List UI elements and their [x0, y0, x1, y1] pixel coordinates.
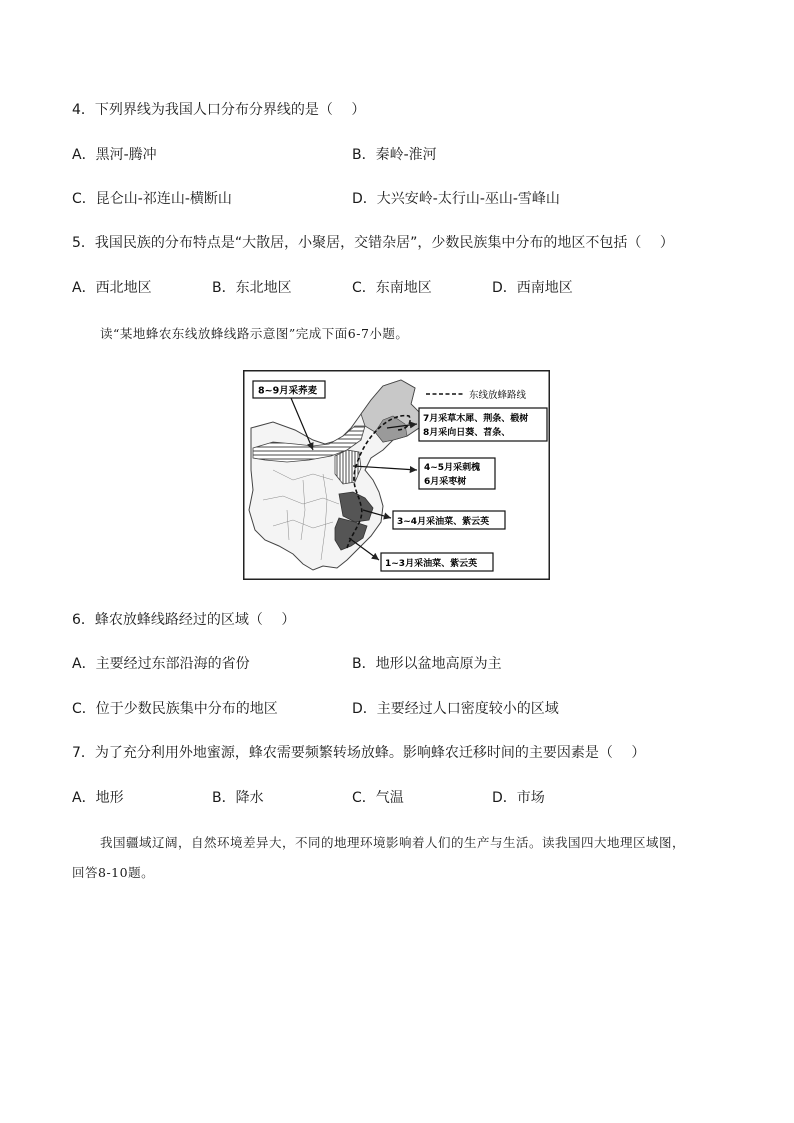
intro-questions-8-10-line1: 我国疆域辽阔，自然环境差异大，不同的地理环境影响着人们的生产与生活。读我国四大地理区域图， [100, 835, 686, 850]
label-mar-apr: 3~4月采油菜、紫云英 [397, 517, 490, 527]
question-6-stem: 6．蜂农放蜂线路经过的区域（ ） [72, 612, 296, 628]
question-6-option-b[interactable]: B．地形以盆地高原为主 [352, 656, 502, 672]
legend-label: 东线放蜂路线 [469, 390, 527, 401]
question-6-option-c[interactable]: C．位于少数民族集中分布的地区 [72, 701, 278, 717]
intro-questions-8-10-line2: 回答8-10题。 [72, 865, 155, 880]
label-apr-may: 4~5月采刺槐 [424, 463, 481, 473]
question-5-option-d[interactable]: D．西南地区 [492, 280, 573, 296]
bee-route-map [243, 370, 550, 580]
question-4-option-a[interactable]: A．黑河-腾冲 [72, 147, 157, 163]
question-4-option-d[interactable]: D．大兴安岭-太行山-巫山-雪峰山 [352, 191, 560, 207]
question-5-stem: 5．我国民族的分布特点是“大散居，小聚居，交错杂居”，少数民族集中分布的地区不包括（ ） [72, 235, 674, 251]
question-4-option-b[interactable]: B．秦岭-淮河 [352, 147, 437, 163]
label-aug: 8月采向日葵、苕条、 [423, 428, 511, 438]
question-7-stem: 7．为了充分利用外地蜜源，蜂农需要频繁转场放蜂。影响蜂农迁移时间的主要因素是（ ） [72, 745, 646, 761]
question-7-option-d[interactable]: D．市场 [492, 790, 545, 806]
question-7-option-b[interactable]: B．降水 [212, 790, 264, 806]
question-5-option-a[interactable]: A．西北地区 [72, 280, 152, 296]
question-6-option-d[interactable]: D．主要经过人口密度较小的区域 [352, 701, 559, 717]
label-jan-mar: 1~3月采油菜、紫云英 [385, 559, 478, 569]
question-6-option-a[interactable]: A．主要经过东部沿海的省份 [72, 656, 250, 672]
label-jul: 7月采草木犀、荆条、椴树 [423, 414, 529, 424]
intro-questions-6-7: 读“某地蜂农东线放蜂线路示意图”完成下面6-7小题。 [100, 326, 409, 341]
label-aug-sep: 8~9月采荞麦 [258, 385, 318, 397]
question-7-option-c[interactable]: C．气温 [352, 790, 404, 806]
question-4-option-c[interactable]: C．昆仑山-祁连山-横断山 [72, 191, 232, 207]
question-4-stem: 4．下列界线为我国人口分布分界线的是（ ） [72, 102, 366, 118]
question-5-option-b[interactable]: B．东北地区 [212, 280, 292, 296]
label-jun: 6月采枣树 [424, 477, 467, 487]
question-5-option-c[interactable]: C．东南地区 [352, 280, 432, 296]
question-7-option-a[interactable]: A．地形 [72, 790, 124, 806]
